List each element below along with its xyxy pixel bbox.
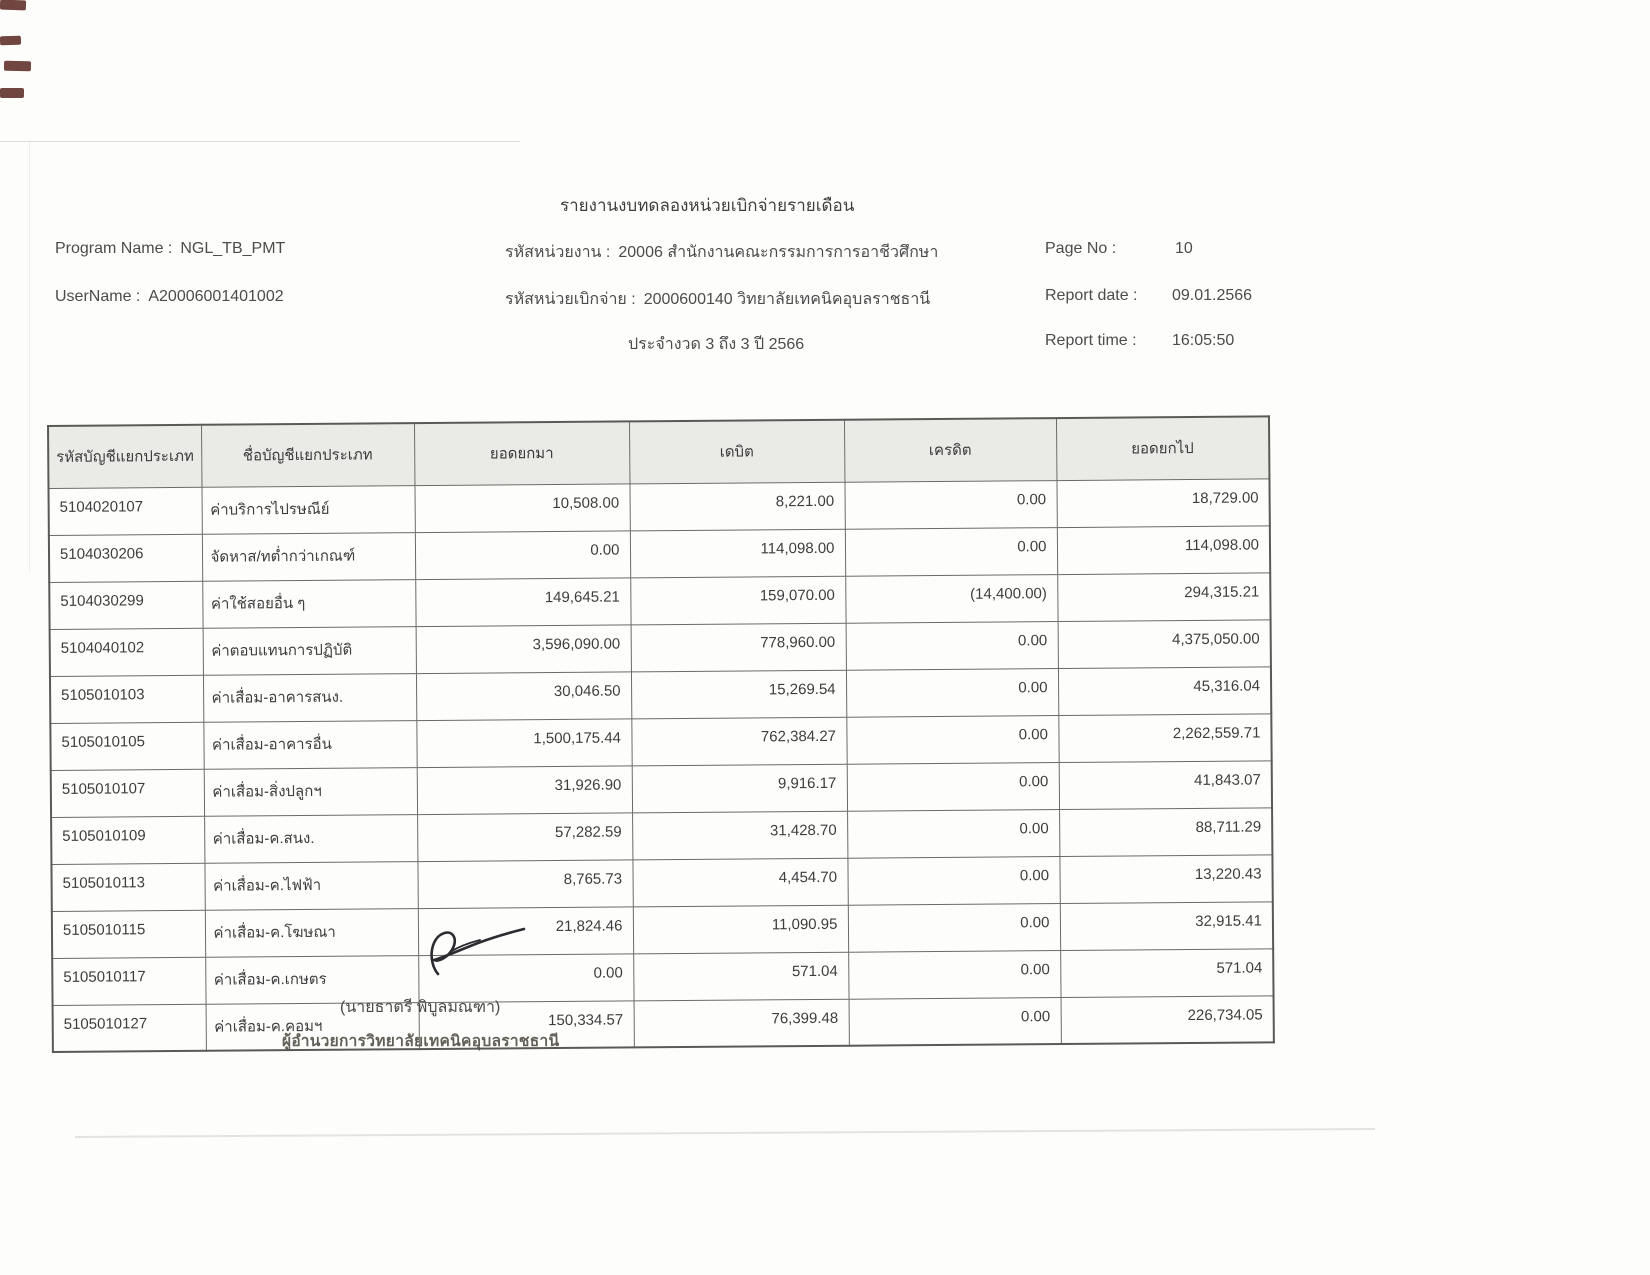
cell-account-code: 5105010105 [50, 722, 203, 770]
cell-debit: 762,384.27 [631, 717, 846, 766]
cell-account-name: ค่าเสื่อม-อาคารอื่น [203, 720, 416, 769]
cell-carried-forward: 88,711.29 [1059, 807, 1272, 856]
unit-code-line [505, 240, 938, 265]
cell-carried-forward: 294,315.21 [1057, 572, 1270, 621]
scan-mark [0, 0, 26, 10]
cell-brought-forward: 0.00 [418, 953, 633, 1002]
page-no-label: Page No : [1045, 240, 1117, 257]
cell-credit: 0.00 [847, 809, 1059, 858]
report-time-value: 16:05:50 [1172, 332, 1235, 349]
cell-account-code: 5105010103 [50, 675, 203, 723]
cell-brought-forward: 10,508.00 [414, 483, 629, 532]
cell-brought-forward: 0.00 [415, 530, 630, 579]
cell-debit: 159,070.00 [630, 576, 845, 625]
report-time-label: Report time : [1045, 332, 1137, 349]
cell-credit: 0.00 [848, 950, 1060, 999]
cell-carried-forward: 226,734.05 [1061, 995, 1274, 1044]
cell-account-code: 5105010117 [52, 957, 205, 1005]
table-row [53, 995, 1274, 1052]
header-brought-forward: ยอดยกมา [414, 421, 629, 485]
page-edge-shadow-bottom [75, 1128, 1375, 1138]
username-value: A20006001401002 [148, 288, 284, 305]
cell-account-code: 5104020107 [48, 487, 201, 535]
cell-account-code: 5105010113 [51, 863, 204, 911]
report-date-value: 09.01.2566 [1172, 287, 1253, 304]
cell-account-name: ค่าเสื่อม-สิ่งปลูกฯ [204, 767, 417, 816]
cell-account-name: ค่าเสื่อม-อาคารสนง. [203, 673, 416, 722]
cell-brought-forward: 21,824.46 [418, 906, 633, 955]
cell-account-name: ค่าเสื่อม-ค.สนง. [204, 814, 417, 863]
cell-carried-forward: 41,843.07 [1059, 760, 1272, 809]
cell-account-code: 5104030206 [49, 534, 202, 582]
report-date-label: Report date : [1045, 287, 1138, 304]
signature-scribble [420, 912, 540, 982]
header-credit: เครดิต [844, 418, 1056, 482]
cell-account-name: ค่าใช้สอยอื่น ๆ [202, 579, 415, 628]
table-header-row [48, 416, 1269, 488]
header-account-name: ชื่อบัญชีแยกประเภท [201, 423, 414, 487]
cell-debit: 8,221.00 [629, 482, 844, 531]
cell-credit: 0.00 [849, 997, 1061, 1046]
cell-carried-forward: 45,316.04 [1058, 666, 1271, 715]
trial-balance-table-wrap [47, 415, 1275, 1053]
cell-debit: 76,399.48 [634, 999, 849, 1048]
cell-carried-forward: 114,098.00 [1057, 525, 1270, 574]
cell-account-name: ค่าเสื่อม-ค.โฆษณา [205, 908, 418, 957]
cell-credit: 0.00 [847, 762, 1059, 811]
cell-account-name: ค่าเสื่อม-ค.ไฟฟ้า [204, 861, 417, 910]
signer-title: ผู้อำนวยการวิทยาลัยเทคนิคอุบลราชธานี [282, 1033, 560, 1050]
unit-code-value: 20006 สำนักงานคณะกรรมการการอาชีวศึกษา [618, 244, 939, 261]
cell-brought-forward: 31,926.90 [417, 765, 632, 814]
cell-credit: 0.00 [844, 480, 1056, 529]
cell-account-code: 5105010107 [51, 769, 204, 817]
cell-credit: 0.00 [846, 715, 1058, 764]
username-line [55, 288, 284, 306]
header-carried-forward: ยอดยกไป [1056, 416, 1269, 480]
cell-credit: 0.00 [847, 856, 1059, 905]
program-name-value: NGL_TB_PMT [180, 240, 286, 257]
scan-mark [4, 61, 31, 71]
cell-debit: 114,098.00 [630, 529, 845, 578]
signer-name: (นายธาตรี พิบูลมณฑา) [340, 999, 501, 1016]
cell-credit: (14,400.00) [845, 574, 1057, 623]
cell-carried-forward: 2,262,559.71 [1058, 713, 1271, 762]
cell-debit: 778,960.00 [631, 623, 846, 672]
cell-debit: 31,428.70 [632, 811, 847, 860]
cell-brought-forward: 3,596,090.00 [416, 624, 631, 673]
username-label: UserName : [55, 288, 141, 305]
scan-mark [0, 88, 24, 98]
cell-carried-forward: 13,220.43 [1059, 854, 1272, 903]
cell-account-code: 5104040102 [50, 628, 203, 676]
cell-brought-forward: 8,765.73 [417, 859, 632, 908]
cell-credit: 0.00 [846, 668, 1058, 717]
program-name-line [55, 240, 285, 258]
cell-account-name: จัดหาส/ทต่ำกว่าเกณฑ์ [202, 532, 415, 581]
cell-brought-forward: 149,645.21 [415, 577, 630, 626]
cell-carried-forward: 4,375,050.00 [1058, 619, 1271, 668]
cell-debit: 11,090.95 [633, 905, 848, 954]
trial-balance-table [47, 415, 1275, 1053]
header-debit: เดบิต [629, 420, 844, 484]
cell-account-name: ค่าตอบแทนการปฏิบัติ [203, 626, 416, 675]
cell-carried-forward: 32,915.41 [1060, 901, 1273, 950]
disburse-unit-line [505, 287, 930, 312]
cell-credit: 0.00 [846, 621, 1058, 670]
cell-debit: 571.04 [633, 952, 848, 1001]
cell-debit: 4,454.70 [632, 858, 847, 907]
cell-brought-forward: 150,334.57 [419, 1000, 634, 1049]
cell-account-code: 5104030299 [49, 581, 202, 629]
cell-account-name: ค่าเสื่อม-ค.เกษตร [205, 955, 418, 1004]
cell-brought-forward: 30,046.50 [416, 671, 631, 720]
cell-carried-forward: 18,729.00 [1056, 478, 1269, 527]
scan-mark [0, 36, 21, 46]
cell-credit: 0.00 [845, 527, 1057, 576]
unit-code-label: รหัสหน่วยงาน : [505, 244, 611, 261]
cell-account-name: ค่าเสื่อม-ค.คอมฯ [206, 1002, 419, 1051]
page-edge-shadow-left [29, 142, 30, 572]
disburse-unit-value: 2000600140 วิทยาลัยเทคนิคอุบลราชธานี [643, 291, 931, 308]
period-line: ประจำงวด 3 ถึง 3 ปี 2566 [628, 336, 805, 353]
table-body [48, 478, 1273, 1052]
cell-account-code: 5105010109 [51, 816, 204, 864]
cell-brought-forward: 57,282.59 [417, 812, 632, 861]
cell-account-code: 5105010127 [53, 1004, 206, 1052]
cell-brought-forward: 1,500,175.44 [416, 718, 631, 767]
cell-account-code: 5105010115 [52, 910, 205, 958]
disburse-unit-label: รหัสหน่วยเบิกจ่าย : [505, 291, 636, 308]
page-no-value: 10 [1175, 240, 1193, 257]
cell-carried-forward: 571.04 [1060, 948, 1273, 997]
page-edge-shadow-top [0, 141, 520, 142]
cell-credit: 0.00 [848, 903, 1060, 952]
cell-debit: 15,269.54 [631, 670, 846, 719]
cell-debit: 9,916.17 [632, 764, 847, 813]
program-name-label: Program Name : [55, 240, 173, 257]
cell-account-name: ค่าบริการไปรษณีย์ [201, 485, 414, 534]
report-title: รายงานงบทดลองหน่วยเบิกจ่ายรายเดือน [560, 196, 855, 215]
header-account-code: รหัสบัญชีแยกประเภท [48, 425, 201, 488]
